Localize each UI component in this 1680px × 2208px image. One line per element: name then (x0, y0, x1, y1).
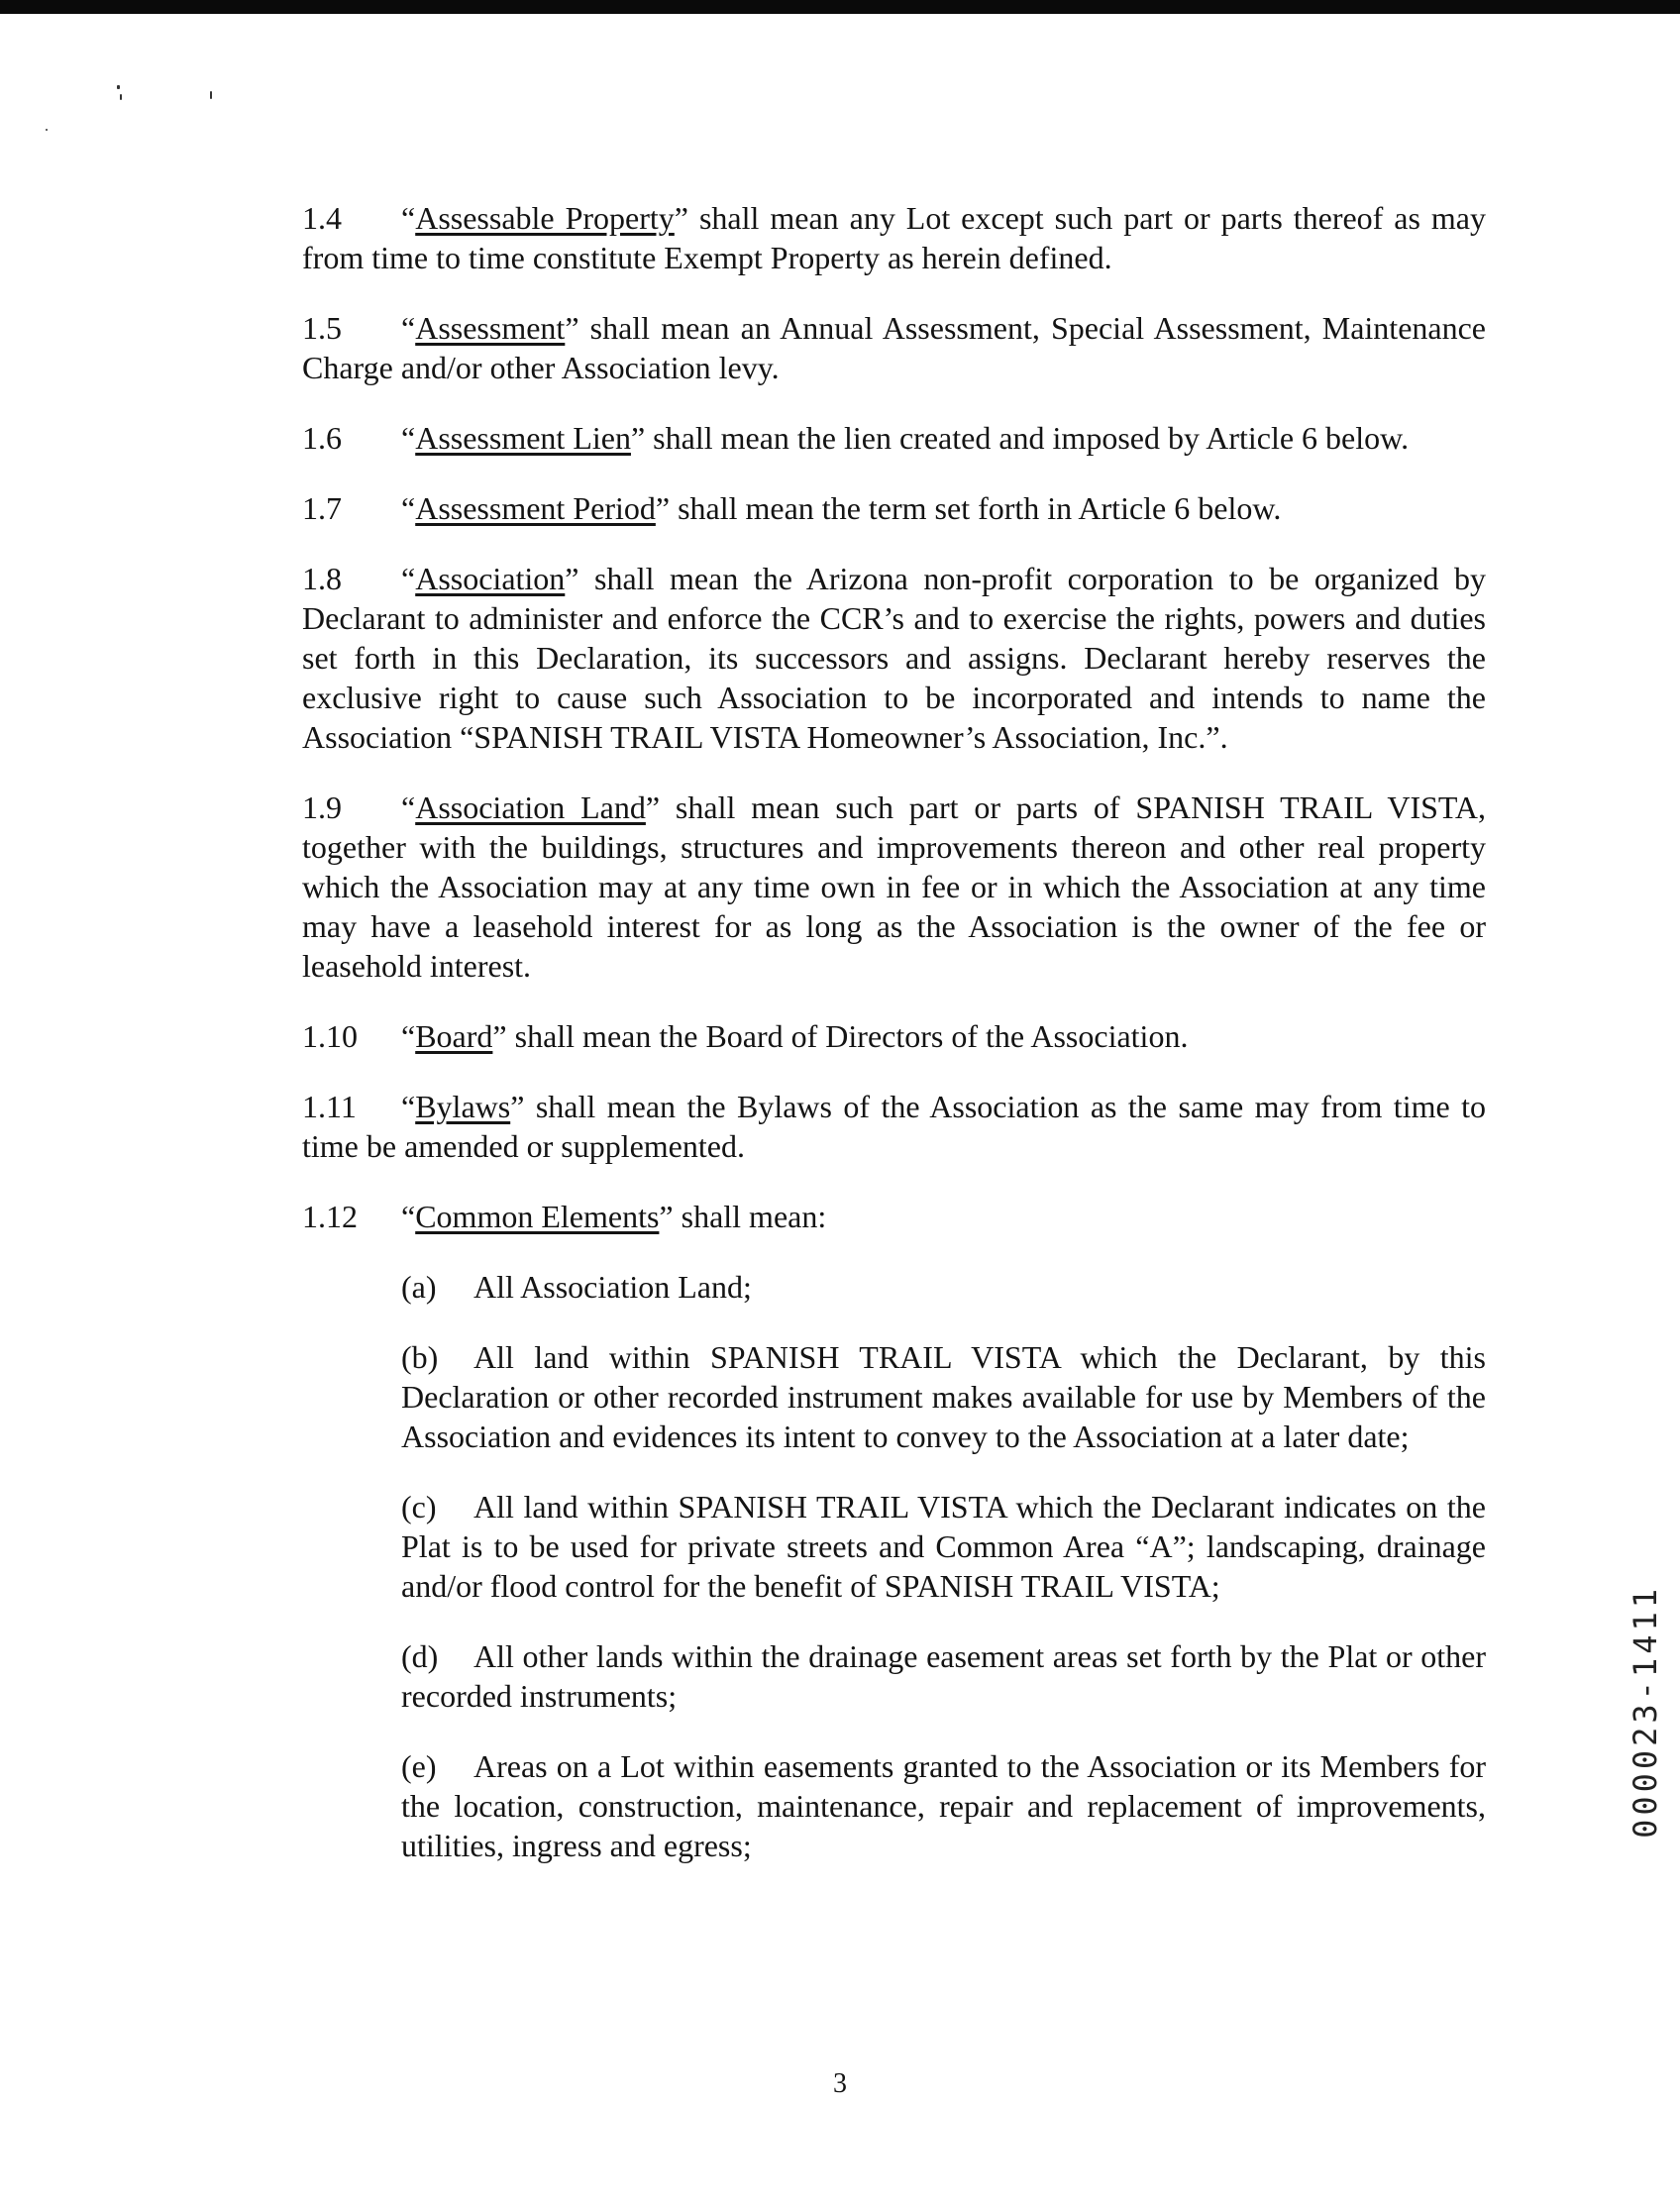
sub-item-text: Areas on a Lot within easements granted to the Association or its Members for the location, construction, maintenance, repair and replacement of improvements, utilities, ingress and egress; (401, 1748, 1486, 1863)
definition-text: shall mean the Board of Directors of the Association. (506, 1018, 1189, 1054)
defined-term: Association Land (415, 789, 646, 825)
defined-term: Assessment (415, 310, 566, 346)
definition-paragraph: 1.12 “Common Elements” shall mean: (302, 1199, 827, 1234)
section-number: 1.9 (302, 789, 342, 825)
section-number: 1.12 (302, 1199, 358, 1234)
defined-term: Board (415, 1018, 493, 1054)
defined-term: Common Elements (415, 1199, 660, 1234)
definition-paragraph: 1.6 “Assessment Lien” shall mean the lien created and imposed by Article 6 below. (302, 420, 1410, 456)
definition-paragraph: 1.9 “Association Land” shall mean such part or parts of SPANISH TRAIL VISTA, together with the buildings, structures and improvements thereon and other real property which the Association may at any time own in fee or in which the Association at any time may have a leasehold interest for as long as the Association is the owner of the fee or leasehold interest. (302, 789, 1487, 984)
section-number: 1.5 (302, 310, 342, 346)
sub-item (401, 1636, 1486, 1716)
section-number: 1.8 (302, 561, 342, 596)
scan-speck (210, 91, 212, 99)
scan-speck (117, 85, 120, 89)
sub-item (401, 1337, 1486, 1456)
sub-item (401, 1746, 1486, 1865)
section-number: 1.11 (302, 1089, 357, 1124)
definition-paragraph: 1.4 “Assessable Property” shall mean any Lot except such part or parts thereof as may from time to time constitute Exempt Property as herein defined. (302, 200, 1487, 275)
scan-speck (120, 94, 122, 100)
recording-stamp: 000023-1411 (1627, 1585, 1664, 1839)
definition-text: shall mean an Annual Assessment, Special Assessment, Maintenance Charge and/or other Association levy. (302, 310, 1486, 385)
definition-text: shall mean: (673, 1199, 827, 1234)
sub-item-label: (b) (401, 1339, 439, 1375)
definition-text: shall mean such part or parts of SPANISH TRAIL VISTA, together with the buildings, structures and improvements thereon and other real property which the Association may at any time own in fee or in which the Association at any time may have a leasehold interest for as long as the Association is the owner of the fee or leasehold interest. (302, 789, 1487, 984)
sub-item-text: All Association Land; (473, 1269, 752, 1305)
sub-item-text: All other lands within the drainage easement areas set forth by the Plat or other recorded instruments; (401, 1638, 1486, 1714)
scan-speck (46, 129, 48, 131)
sub-item-label: (c) (401, 1489, 437, 1525)
sub-item (401, 1267, 1486, 1307)
definition-paragraph: 1.7 “Assessment Period” shall mean the term set forth in Article 6 below. (302, 490, 1282, 526)
defined-term: Assessment Period (415, 490, 656, 526)
section-number: 1.10 (302, 1018, 358, 1054)
definition-text: shall mean any Lot except such part or parts thereof as may from time to time constitute Exempt Property as herein defined. (302, 200, 1487, 275)
section-number: 1.6 (302, 420, 342, 456)
section-number: 1.4 (302, 200, 342, 236)
defined-term: Association (415, 561, 566, 596)
defined-term: Assessment Lien (415, 420, 631, 456)
definition-text: shall mean the Bylaws of the Association as the same may from time to time be amended or supplemented. (302, 1089, 1486, 1164)
section-number: 1.7 (302, 490, 342, 526)
definition-paragraph: 1.10 “Board” shall mean the Board of Directors of the Association. (302, 1018, 1189, 1054)
page-number: 3 (833, 2068, 847, 2099)
sub-item-text: All land within SPANISH TRAIL VISTA which the Declarant, by this Declaration or other recorded instrument makes available for use by Members of the Association and evidences its intent to convey to the Association at a later date; (401, 1339, 1486, 1454)
definition-text: shall mean the lien created and imposed by Article 6 below. (645, 420, 1410, 456)
definition-paragraph: 1.5 “Assessment” shall mean an Annual Assessment, Special Assessment, Maintenance Charge and/or other Association levy. (302, 310, 1486, 385)
scan-top-border (0, 0, 1680, 14)
definition-text: shall mean the Arizona non-profit corporation to be organized by Declarant to administer and enforce the CCR’s and to exercise the rights, powers and duties set forth in this Declaration, its successors and assigns. Declarant hereby reserves the exclusive right to cause such Association to be incorporated and intends to name the Association “SPANISH TRAIL VISTA Homeowner’s Association, Inc.”. (302, 561, 1486, 755)
sub-item-label: (a) (401, 1269, 437, 1305)
defined-term: Bylaws (415, 1089, 511, 1124)
sub-item-text: All land within SPANISH TRAIL VISTA which the Declarant indicates on the Plat is to be used for private streets and Common Area “A”; landscaping, drainage and/or flood control for the benefit of SPANISH TRAIL VISTA; (401, 1489, 1486, 1604)
defined-term: Assessable Property (415, 200, 675, 236)
document-body (302, 198, 1486, 1896)
definition-paragraph: 1.8 “Association” shall mean the Arizona non-profit corporation to be organized by Declarant to administer and enforce the CCR’s and to exercise the rights, powers and duties set forth in this Declaration, its successors and assigns. Declarant hereby reserves the exclusive right to cause such Association to be incorporated and intends to name the Association “SPANISH TRAIL VISTA Homeowner’s Association, Inc.”. (302, 561, 1486, 755)
sub-item-label: (e) (401, 1748, 437, 1784)
definition-paragraph: 1.11 “Bylaws” shall mean the Bylaws of the Association as the same may from time to time be amended or supplemented. (302, 1089, 1486, 1164)
definition-text: shall mean the term set forth in Article 6 below. (670, 490, 1282, 526)
sub-item-label: (d) (401, 1638, 439, 1674)
sub-item (401, 1487, 1486, 1606)
